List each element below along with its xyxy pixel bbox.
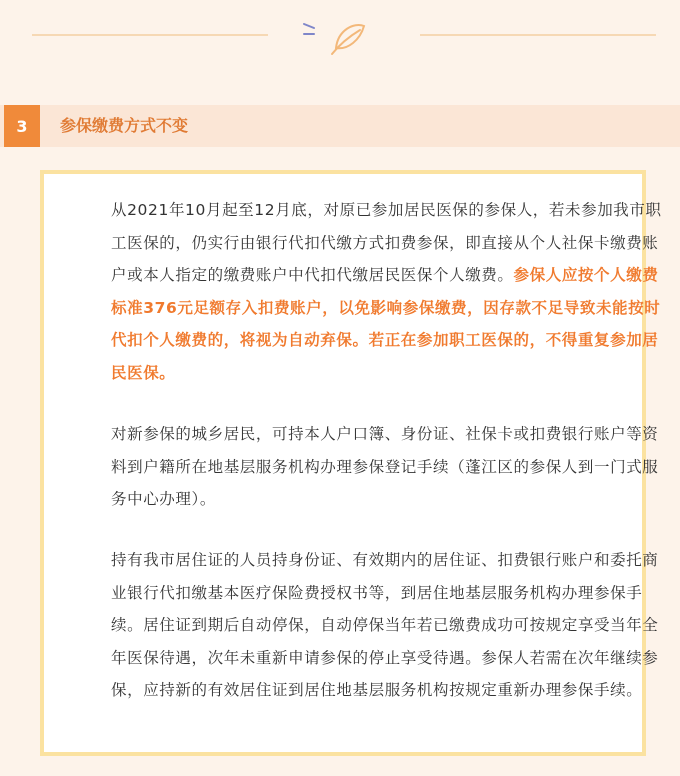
section-header <box>0 105 680 147</box>
paragraph-1 <box>80 194 667 390</box>
paragraph-1-text: 从2021年10月起至12月底，对原已参加居民医保的参保人，若未参加我市职工医保的，仍实行由银行代扣代缴方式扣费参保，即直接从个人社保卡缴费账户或本人指定的缴费账户中代扣代缴居民医保个人缴费。 <box>111 201 662 285</box>
paragraph-1-highlight: 参保人应按个人缴费标准376元足额存入扣费账户，以免影响参保缴费，因存款不足导致未能按时代扣个人缴费的，将视为自动弃保。若正在参加职工医保的，不得重复参加居民医保。 <box>111 266 661 382</box>
paragraph-3: 持有我市居住证的人员持身份证、有效期内的居住证、扣费银行账户和委托商业银行代扣缴基本医疗保险费授权书等，到居住地基层服务机构办理参保手续。居住证到期后自动停保，自动停保当年若已缴费成功可按规定享受当年全年医保待遇，次年未重新申请参保的停止享受待遇。参保人若需在次年继续参保，应持新的有效居住证到居住地基层服务机构按规定重新办理参保手续。 <box>111 551 659 700</box>
section-number-badge: 3 <box>4 105 40 147</box>
paragraph-2: 对新参保的城乡居民，可持本人户口簿、身份证、社保卡或扣费银行账户等资料到户籍所在地基层服务机构办理参保登记手续（蓬江区的参保人到一门式服务中心办理）。 <box>111 425 659 509</box>
leaf-ornament-icon <box>296 10 376 60</box>
top-decoration <box>0 0 680 80</box>
divider-line-right <box>420 34 656 36</box>
divider-line-left <box>32 34 268 36</box>
section-title: 参保缴费方式不变 <box>60 116 189 135</box>
